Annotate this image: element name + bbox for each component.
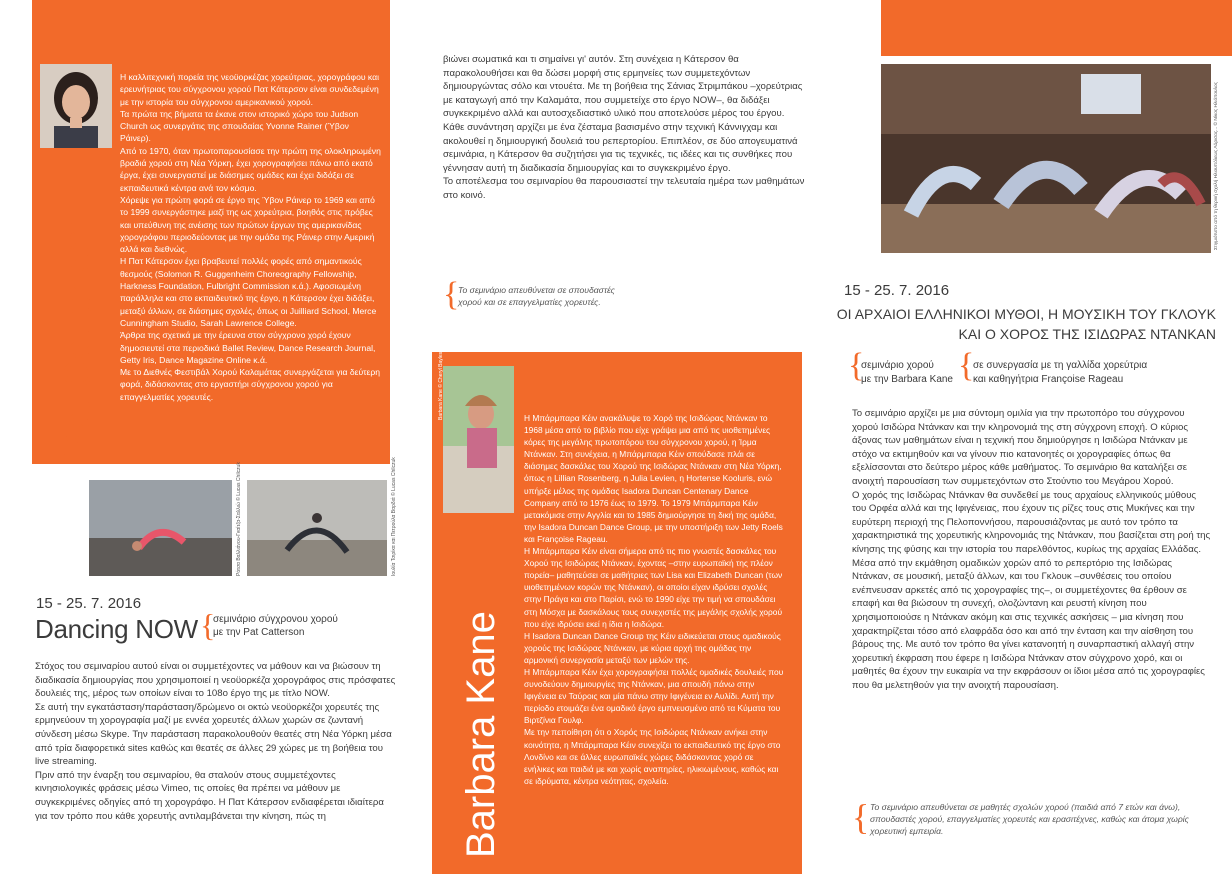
bio-paragraph: Η καλλιτεχνική πορεία της νεοϋορκέζας χορεύτριας, χορογράφου και ερευνήτριας του σύγχρονου χορού Πατ Κάτερσον είναι συνδεδεμένη με την ιστορία του σύγχρονου αμερικανικού χορού. — [120, 72, 379, 107]
dance-photo-2 — [247, 480, 387, 576]
bio-paragraph: Με το Διεθνές Φεστιβάλ Χορού Καλαμάτας συνεργάζεται για δεύτερη φορά, διδάσκοντας στο εργαστήρι σύγχρονου χορού για επαγγελματίες χορευτές. — [120, 367, 381, 402]
pat-catterson-name: Pat Catterson — [57, 219, 100, 458]
body-paragraph: Το σεμινάριο αρχίζει με μια σύντομη ομιλία για την πρωτοπόρο του σύγχρονου χορού Ισιδώρα Ντάνκαν και την κληρονομιά της στη σύγχρονη εποχή. Ο κύριος άξονας των μαθημάτων είναι η τεχνική που δημιούργησε η Ισιδώρα Ντάνκαν με στόχο να εκτιμηθούν και να γίνουν πιο κατανοητές οι χορογραφίες όπως θα εξελίσσονται στο δεύτερο μέρος κάθε μαθήματος. Το σεμινάριο θα καταλήξει σε ανοιχτή παρουσίαση των συμμετεχόντων στο Στούντιο του Μεγάρου Χορού. — [852, 408, 1188, 487]
duncan-seminar-title — [812, 304, 1216, 344]
bio-paragraph: Η Πατ Κάτερσον έχει βραβευτεί πολλές φορές από σημαντικούς θεσμούς (Solomon R. Guggenheim Choreography Fellowship, Harkness Foundation, Fulbright Commission κ.ά.). Αφοσιωμένη παράλληλα και στο εκπαιδευτικό της έργο, η Κάτερσον έχει διδάξει, μεταξύ άλλων, σε διάσημες σχολές, όπως οι Juilliard School, Merce Cunningham Studio, Sarah Lawrence College. — [120, 256, 377, 328]
body-paragraph: βιώνει σωματικά και τι σημαίνει γι' αυτόν. Στη συνέχεια η Κάτερσον θα παρακολουθήσει και θα δώσει μορφή στις ερμηνείες των συμμετεχόντων δημιουργώντας σόλο και ντουέτα. Με τη βοήθεια της Σάνιας Στριμπάκου –χορεύτριας με καταγωγή από την Καλαμάτα, που συμμετείχε στο έργο NOW–, θα διδάξει συγκεκριμένο αλλά και αυτοσχεδιαστικό υλικό που αποτελούσε μέρος του έργου. — [443, 54, 803, 120]
duncan-seminar-info — [861, 359, 953, 387]
brace-seminar: { — [848, 347, 865, 384]
pat-catterson-portrait — [40, 64, 112, 148]
isadora-photo-credit: Στιγμιότυπο από τη θερινή σχολή Ηλιουπόλεως Λάρισας... © Νίκος Ηλιόπουλος — [1214, 82, 1219, 250]
photo-credit-2: Ιουλία Τσιρίκα και Πετρούλα Βαρδιά © Lucas Chilczuk — [391, 457, 397, 576]
dancing-now-dates: 15 - 25. 7. 2016 — [36, 595, 142, 612]
barbara-kane-photo-credit: Barbara Kane © Cheryl Bayles — [438, 351, 444, 420]
title-line: ΚΑΙ Ο ΧΟΡΟΣ ΤΗΣ ΙΣΙΔΩΡΑΣ ΝΤΑΝΚΑΝ — [958, 326, 1216, 342]
dance-photo-1 — [89, 480, 232, 576]
brace-left: { — [200, 607, 216, 643]
barbara-kane-name: Barbara Kane — [459, 611, 503, 858]
body-paragraph: Σε αυτή την εγκατάσταση/παράσταση/δρώμενο οι οκτώ νεοϋορκέζοι χορευτές της ερμηνεύουν τη χορογραφία μαζί με εννέα χορευτές άλλων χωρών σε ζωντανή σύνδεση μέσω Skype. Την παράσταση παρακολουθούν θεατές στη Νέα Υόρκη μέσα από τρία διαφορετικά sites καθώς και θεατές σε άλλες 29 χώρες με τη βοήθεια του live streaming. — [35, 701, 392, 768]
bio-paragraph: Η Μπάρμπαρα Κέιν είναι σήμερα από τις πιο γνωστές δασκάλες του Χορού της Ισιδώρας Ντάνκαν, έχοντας –στην ευρωπαϊκή της πλέον πορεία– μαθητεύσει σε μαθήτριες των Lisa και Elizabeth Duncan (των υιοθετημένων κορών της Ντάνκαν), οι οποίοι είχαν ιδρύσει σχολές στην Πράγα και στο Παρίσι, ενώ το 1990 είχε την τιμή να σπουδάσει στη Μόσχα με δασκάλους τους συνεχιστές της μεγάλης σχολής χορού που είχε ιδρύσει εκεί η ίδια η Ισιδώρα. — [524, 546, 783, 629]
barbara-kane-portrait — [443, 366, 514, 513]
dancing-now-title: Dancing NOW — [35, 614, 198, 644]
duncan-seminar-collab — [973, 359, 1147, 387]
title-line: ΟΙ ΑΡΧΑΙΟΙ ΕΛΛΗΝΙΚΟΙ ΜΥΘΟΙ, Η ΜΟΥΣΙΚΗ ΤΟΥ ΓΚΛΟΥΚ — [836, 306, 1216, 322]
seminar-instructor: με την Barbara Kane — [861, 374, 953, 385]
brace-note-2: { — [852, 797, 870, 837]
duncan-seminar-body — [852, 407, 1212, 692]
dancing-now-body — [35, 660, 397, 823]
collab-line: σε συνεργασία με τη γαλλίδα χορεύτρια — [973, 360, 1148, 371]
body-paragraph: Πριν από την έναρξη του σεμιναρίου, θα σταλούν στους συμμετέχοντες κινησιολογικές φράσεις μέσω Vimeo, τις οποίες θα πρέπει να μάθουν με συγκεκριμένες οδηγίες από τη χορογράφο. Η Πατ Κάτερσον ενδιαφέρεται ιδιαίτερα για τον τρόπο που κάθε χορευτής αντιλαμβάνεται την κίνηση, πώς τη — [35, 769, 384, 822]
bio-paragraph: Η Μπάρμπαρα Κέιν έχει χορογραφήσει πολλές ομαδικές δουλειές που συνοδεύουν δημιουργίες της Ντάνκαν, μια σπουδή πάνω στην Ιφιγένεια εν Ταύροις και μία πάνω στην Ιφιγένεια εν Αυλίδι. Αυτή την περίοδο ετοιμάζει ένα ομαδικό έργο εμπνευσμένο από τα Κύματα του Βιρτζίνια Γουλφ. — [524, 666, 784, 726]
photo-credit-1: Ρότσα Βαλλιάνου-Γκαίτζα-Σαλλιώ © Lucas Chilczuk — [236, 462, 242, 576]
bio-paragraph: Η Μπάρμπαρα Κέιν ανακάλυψε το Χορό της Ισιδώρας Ντάνκαν το 1968 μέσα από το βιβλίο που είχε γράψει μια από τις υιοθετημένες κόρες της μεγάλης πρωτοπόρου του σύγχρονου χορού, η Ίρμα Ντάνκαν. Στη συνέχεια, η Μπάρμπαρα Κέιν σπούδασε πλάι σε διάσημες δασκάλες του Χορού της Ισιδώρας Ντάνκαν στη Νέα Υόρκη, όπως η Lillian Rosenberg, η Julia Levien, η Hortense Kooluris, ενώ υπήρξε μέλος της ομάδας Isadora Duncan Centenary Dance Company από το 1976 έως το 1979. Το 1979 Μπάρμπαρα Κέιν μετακόμισε στην Αγγλία και το 1985 δημιούργησε τη δική της ομάδα, την Isadora Duncan Dance Group, με την υποστήριξη των Jetty Roels και Françoise Rageau. — [524, 413, 783, 544]
dancing-now-audience-note: Το σεμινάριο απευθύνεται σε σπουδαστές χορού και σε επαγγελματίες χορευτές. — [458, 285, 615, 307]
body-paragraph: Ο χορός της Ισιδώρας Ντάνκαν θα συνδεθεί με τους αρχαίους ελληνικούς μύθους του Ορφέα αλλά και της Ιφιγένειας, που έχουν τις ρίζες τους στις Μυκήνες και την ευρύτερη περιοχή της Πελοποννήσου, παρουσιάζοντας με αυτό τον τρόπο τα χαρακτηριστικά της χορευτικής κληρονομιάς της Ντάνκαν, που βασίζεται στη ροή της κίνησης της φύσης και την ιστορία του παρελθόντος, κυρίως της αρχαίας Ελλάδας. — [852, 489, 1211, 555]
bio-paragraph: Η Isadora Duncan Dance Group της Κέιν ειδικεύεται στους ομαδικούς χορούς της Ισιδώρας Ντάνκαν, με κύρια αρχή της ομάδας την αρμονική συνεργασία μεταξύ των μελών της. — [524, 630, 781, 665]
dancing-now-seminar — [213, 613, 338, 639]
isadora-duncan-dance-photo — [881, 64, 1211, 253]
seminar-label: σεμινάριο χορού — [861, 360, 934, 371]
collab-line: και καθηγήτρια Françoise Rageau — [973, 374, 1124, 385]
duncan-seminar-dates: 15 - 25. 7. 2016 — [844, 282, 950, 299]
bio-paragraph: Χόρεψε για πρώτη φορά σε έργο της Ύβον Ράινερ το 1969 και από το 1999 συνεργάστηκε μαζί της ως χορεύτρια, βοηθός στις πρόβες και υπεύθυνη της ανέισης των πρώτων έργων της αμερικανίδας χορογράφου περιοδεύοντας με την ομάδα της Ράινερ στην Αμερική αλλά και διεθνώς. — [120, 194, 375, 255]
body-paragraph: Το αποτέλεσμα του σεμιναρίου θα παρουσιαστεί την τελευταία ημέρα των μαθημάτων στο κοινό. — [443, 176, 805, 201]
seminar-instructor: με την Pat Catterson — [213, 627, 305, 638]
barbara-kane-bio — [524, 412, 786, 787]
body-paragraph: Στόχος του σεμιναρίου αυτού είναι οι συμμετέχοντες να μάθουν και να βιώσουν τη διαδικασία δημιουργίας που χρησιμοποιεί η νεοϋορκέζα χορογράφος στις πρόσφατες δουλειές της, μέρος των οποίων είναι το 108ο έργο της με τίτλο NOW. — [35, 661, 396, 700]
body-paragraph: Μέσα από την εκμάθηση ομαδικών χορών από το ρεπερτόριο της Ισιδώρας Ντάνκαν, σε μουσική, μεταξύ άλλων, και του Γκλουκ –συνθέσεις του οποίου ενέπνευσαν αρκετές από τις χορογραφίες της–, οι συμμετέχοντες θα έρθουν σε επαφή και θα βιώσουν τη συνεχή, ολοζώντανη και ρευστή κίνηση που χρησιμοποιούσε η Ντάνκαν ακόμη και στις τεχνικές ασκήσεις – μια κίνηση που χαρακτηρίζεται τόσο από ελαφράδα όσο και από την ένταση και την αίσθηση του βάρους της. Με αυτό τον τρόπο θα γίνει κατανοητή η συναρπαστική αλλαγή στην χορευτική έκφραση που έφερε η Ισιδώρα Ντάνκαν στον σύγχρονο χορό, και οι μαθητές θα έχουν την ευκαιρία να την εκφράσουν οι ίδιοι μέσα από τις χορογραφίες που θα μελετηθούν για την ανοιχτή παρουσίαση. — [852, 557, 1205, 691]
bio-paragraph: Από το 1970, όταν πρωτοπαρουσίασε την πρώτη της ολοκληρωμένη βραδιά χορού στη Νέα Υόρκη, έχει χορογραφήσει πάνω από εκατό έργα, έχει συνεργαστεί με διάσημες ομάδες και έχει διδάξει σε εκπαιδευτικά κέντρα ανά τον κόσμο. — [120, 145, 381, 193]
orange-top-strip — [881, 0, 1232, 56]
body-paragraph: Κάθε συνάντηση αρχίζει με ένα ζέσταμα βασισμένο στην τεχνική Κάννιγχαμ και ακολουθεί η δημιουργική δουλειά του ρεπερτορίου. Επιπλέον, σε δύο απογευματινά σεμινάρια, η Κάτερσον θα συζητήσει για τις τεχνικές, τις ιδέες και τις συνθήκες που γέννησαν αυτή τη διαδικασία δημιουργίας και το συγκεκριμένο έργο. — [443, 121, 798, 174]
bio-paragraph: Τα πρώτα της βήματα τα έκανε στον ιστορικό χώρο του Judson Church ως συνεργάτις της σπουδαίας Yvonne Rainer (Ύβον Ράινερ). — [120, 108, 359, 144]
seminar-label: σεμινάριο σύγχρονου χορού — [213, 614, 338, 625]
brace-note: { — [443, 276, 460, 313]
pat-catterson-bio — [120, 71, 382, 403]
bio-paragraph: Άρθρα της σχετικά με την έρευνα στον σύγχρονο χορό έχουν δημοσιευτεί στα περιοδικά Ballet Review, Dance Research Journal, Getty Iris, Dance Magazine Online κ.ά. — [120, 330, 376, 365]
duncan-audience-note: Το σεμινάριο απευθύνεται σε μαθητές σχολών χορού (παιδιά από 7 ετών και άνω), σπουδαστές χορού, επαγγελματίες χορευτές και ερασιτέχνες, καθώς και άτομα χωρίς χορευτική εμπειρία. — [870, 802, 1189, 836]
dancing-now-body-cont — [443, 53, 805, 203]
bio-paragraph: Με την πεποίθηση ότι ο Χορός της Ισιδώρας Ντάνκαν ανήκει στην κοινότητα, η Μπάρμπαρα Κέιν συνεχίζει το εκπαιδευτικό της έργο στο Λονδίνο και σε άλλες ευρωπαϊκές χώρες διδάσκοντας χορό σε ενήλικες και παιδιά με και χωρίς αναπηρίες, ηλικιωμένους, καθώς και σε ιδρύματα, κέντρα νεότητας, σχολεία. — [524, 727, 781, 786]
brace-collab: { — [958, 347, 975, 384]
